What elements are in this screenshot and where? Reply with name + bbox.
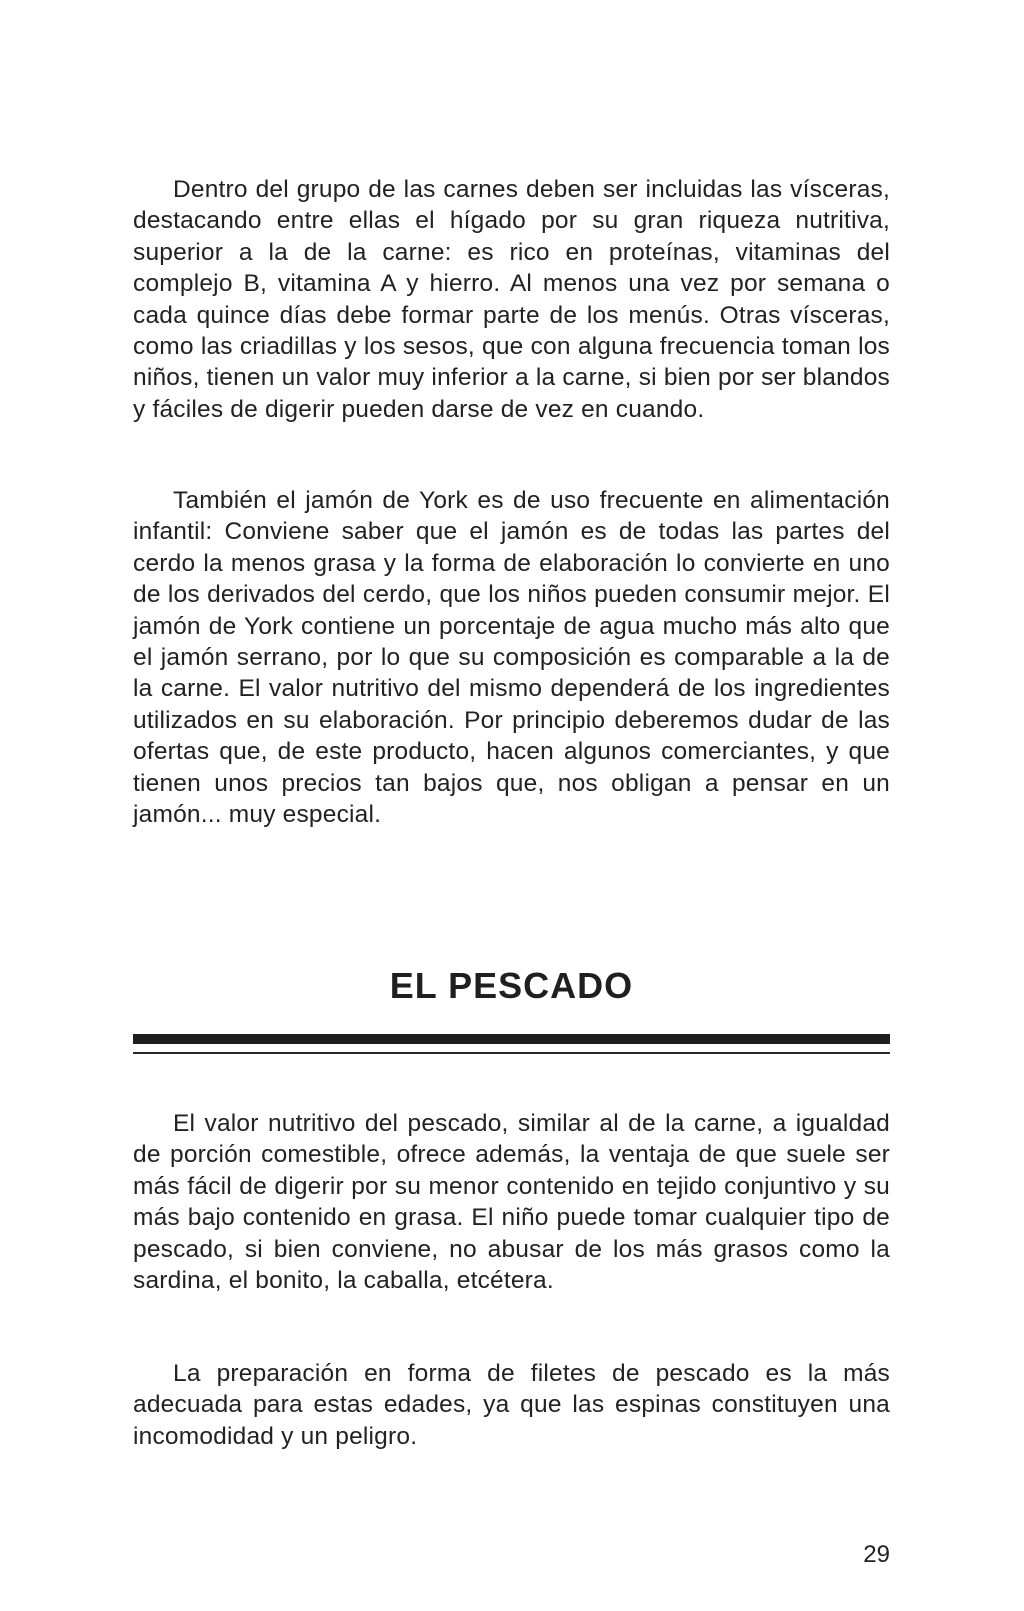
page-number: 29 (863, 1541, 890, 1568)
paragraph-jamon-york: También el jamón de York es de uso frecuente en alimentación infantil: Conviene saber que el jamón es de todas las partes del cerdo la menos grasa y la forma de elaboración lo convierte en uno de los derivados del cerdo, que los niños pueden consumir mejor. El jamón de York contiene un porcentaje de agua mucho más alto que el jamón serrano, por lo que su composición es comparable a la de la carne. El valor nutritivo del mismo dependerá de los ingredientes utilizados en su elaboración. Por principio deberemos dudar de las ofertas que, de este producto, hacen algunos comerciantes, y que tienen unos precios tan bajos que, nos obligan a pensar en un jamón... muy especial. (133, 487, 890, 829)
paragraph-pescado-valor: El valor nutritivo del pescado, similar al de la carne, a igualdad de porción comestible, ofrece además, la ventaja de que suele ser más fácil de digerir por su menor contenido en tejido conjuntivo y su más bajo contenido en grasa. El niño puede tomar cualquier tipo de pescado, si bien conviene, no abusar de los más grasos como la sardina, el bonito, la caballa, etcétera. (133, 1110, 890, 1295)
heading-rule-thin (133, 1052, 890, 1054)
heading-rule-thick (133, 1034, 890, 1044)
book-page (133, 0, 890, 1611)
section-heading: EL PESCADO (389, 965, 634, 1006)
paragraph-pescado-preparacion: La preparación en forma de filetes de pescado es la más adecuada para estas edades, ya que las espinas constituyen una incomodidad y un peligro. (133, 1360, 890, 1450)
paragraph-visceras: Dentro del grupo de las carnes deben ser incluidas las vísceras, destacando entre ellas el hígado por su gran riqueza nutritiva, superior a la de la carne: es rico en proteínas, vitaminas del complejo B, vitamina A y hierro. Al menos una vez por semana o cada quince días debe formar parte de los menús. Otras vísceras, como las criadillas y los sesos, que con alguna frecuencia toman los niños, tienen un valor muy inferior a la carne, si bien por ser blandos y fáciles de digerir pueden darse de vez en cuando. (133, 176, 890, 423)
